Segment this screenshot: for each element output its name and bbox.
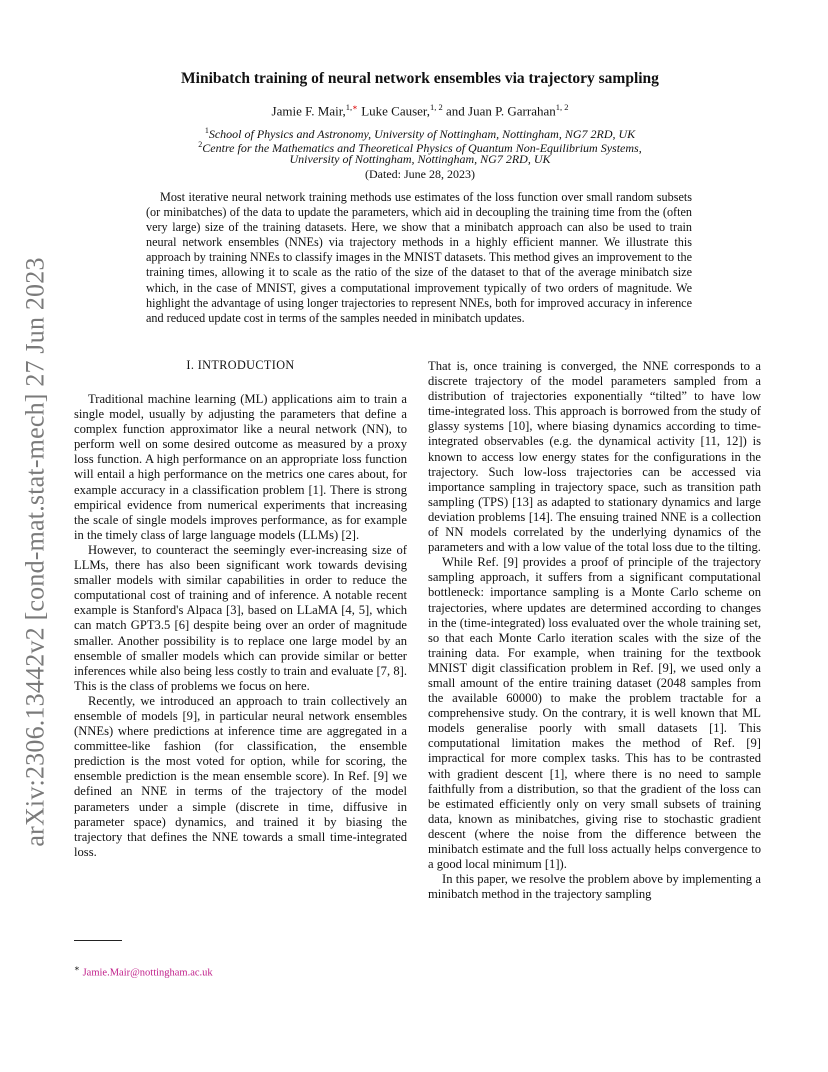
affiliation-text: Centre for the Mathematics and Theoretical Physics of Quantum Non-Equilibrium Systems, — [202, 141, 642, 155]
author-email-link[interactable]: Jamie.Mair@nottingham.ac.uk — [82, 967, 213, 979]
paragraph: While Ref. [9] provides a proof of principle of the trajectory sampling approach, it suffers from a significant computational bottleneck: importance sampling is a Monte Carlo scheme on trajectories, where updates are determined according to changes in the (time-integrated) loss evaluated over the whole training set, so that each Monte Carlo iteration scales with the size of the training data. For example, when training for the textbook MNIST digit classification problem in Ref. [9], we used only a small amount of the entire training dataset (2048 samples from the available 60000) to make the problem tractable for a comprehensive study. On the contrary, it is well known that ML models generalise poorly with small datasets [1]. This computational limitation makes the method of Ref. [9] impractical for more complex tasks. This has to be contrasted with gradient descent [1], where there is no need to sample faithfully from a distribution, so that the gradient of the loss can be estimated efficiently only on very small subsets of training data, known as minibatches, giving rise to stochastic gradient descent (where the noise from the difference between the minibatch estimate and the full loss actually helps convergence to a good local minimum [1]). — [428, 555, 761, 872]
footnote-marker: ∗ — [74, 963, 80, 973]
author-affil-sup: 1, 2 — [429, 102, 443, 112]
arxiv-sidebar — [16, 232, 56, 872]
paper-title: Minibatch training of neural network ensembles via trajectory sampling — [181, 70, 659, 87]
paragraph: Recently, we introduced an approach to train collectively an ensemble of models [9], in particular neural network ensembles (NNEs) where predictions at inference time are aggregated in a committee-like fashion (for classification, the ensemble prediction is the most voted for option, while for scoring, the ensemble prediction is the mean ensemble score). In Ref. [9] we defined an NNE in terms of the trajectory of the model parameters under a simple (discrete in time, diffusive in parameter space) dynamics, and trained it by biasing the trajectory that defines the NNE towards a small time-integrated loss. — [74, 693, 407, 859]
paragraph: That is, once training is converged, the NNE corresponds to a discrete trajectory of the model parameters sampled from a distribution of trajectories exponentially “tilted” to have low time-integrated loss. This approach is borrowed from the study of glassy systems [10], where biasing dynamics according to time-integrated observables (e.g. the dynamical activity [11, 12]) is known to access low energy states for the configurations in the trajectory. Such low-loss trajectories can be accessed via importance sampling in trajectory space, such as transition path sampling (TPS) [13] as adapted to stationary dynamics and large deviation problems [14]. The ensuing trained NNE is a collection of NN models correlated by the underlying dynamics of the parameters and with a low value of the total loss due to the tilting. — [428, 359, 761, 555]
date-line: (Dated: June 28, 2023) — [365, 167, 475, 181]
footnote — [74, 963, 213, 979]
footnote-rule — [74, 940, 122, 941]
author-name: and Juan P. Garrahan — [445, 103, 556, 119]
author-name: Jamie F. Mair, — [271, 103, 346, 119]
author-list — [110, 102, 730, 119]
author-affil-sup: 1, — [345, 102, 353, 112]
author-name: Luke Causer, — [361, 103, 430, 119]
arxiv-identifier: arXiv:2306.13442v2 [cond-mat.stat-mech] 27 Jun 2023 — [21, 257, 50, 847]
affiliation-text: University of Nottingham, Nottingham, NG7 2RD, UK — [289, 152, 551, 166]
author-affil-sup: 1, 2 — [555, 102, 569, 112]
affiliation-number: 1 — [204, 126, 209, 135]
paragraph: In this paper, we resolve the problem above by implementing a minibatch method in the trajectory sampling — [428, 872, 761, 902]
corresponding-author-marker[interactable]: ∗ — [352, 102, 358, 112]
affiliation-number: 2 — [198, 140, 203, 149]
section-heading-introduction: I. INTRODUCTION — [186, 358, 295, 372]
abstract: Most iterative neural network training methods use estimates of the loss function over small random subsets (or minibatches) of the data to update the parameters, which aid in decoupling the training time from the (often very large) size of the training datasets. Here, we show that a minibatch approach can also be used to train neural network ensembles (NNEs) via trajectory methods in a highly efficient manner. We illustrate this approach by training NNEs to classify images in the MNIST datasets. This method gives an improvement to the training times, allowing it to scale as the ratio of the size of the dataset to that of the average minibatch size which, in the case of MNIST, gives a computational improvement typically of two orders of magnitude. We highlight the advantage of using longer trajectories to represent NNEs, both for improved accuracy in inference and reduced update cost in terms of the samples needed in minibatch updates. — [146, 190, 692, 325]
affiliation-2-continued — [110, 152, 730, 166]
left-column — [74, 392, 407, 860]
paragraph: However, to counteract the seemingly ever-increasing size of LLMs, there has also been significant work towards devising smaller models with similar capabilities in order to reduce the computational cost of training and of inference. A notable recent example is Stanford's Alpaca [3], based on LLaMA [4, 5], which can match GPT3.5 [6] despite being over an order of magnitude smaller. Another possibility is to replace one large model by an ensemble of smaller models which can provide similar or better inferences while also being less costly to train and evaluate [7, 8]. This is the class of problems we focus on here. — [74, 542, 407, 693]
right-column — [428, 359, 761, 902]
affiliation-text: School of Physics and Astronomy, University of Nottingham, Nottingham, NG7 2RD, UK — [208, 127, 636, 141]
paragraph: Traditional machine learning (ML) applications aim to train a single model, usually by adjusting the parameters that define a complex function approximator like a neural network (NN), to perform well on some desired outcome as measured by a proxy loss function. A high performance on an appropriate loss function will entail a high performance on the metrics one cares about, for example accuracy in a classification problem [1]. There is strong empirical evidence from numerical experiments that increasing the scale of single models improves performance, as for example in the timely class of large language models (LLMs) [2]. — [74, 392, 407, 542]
